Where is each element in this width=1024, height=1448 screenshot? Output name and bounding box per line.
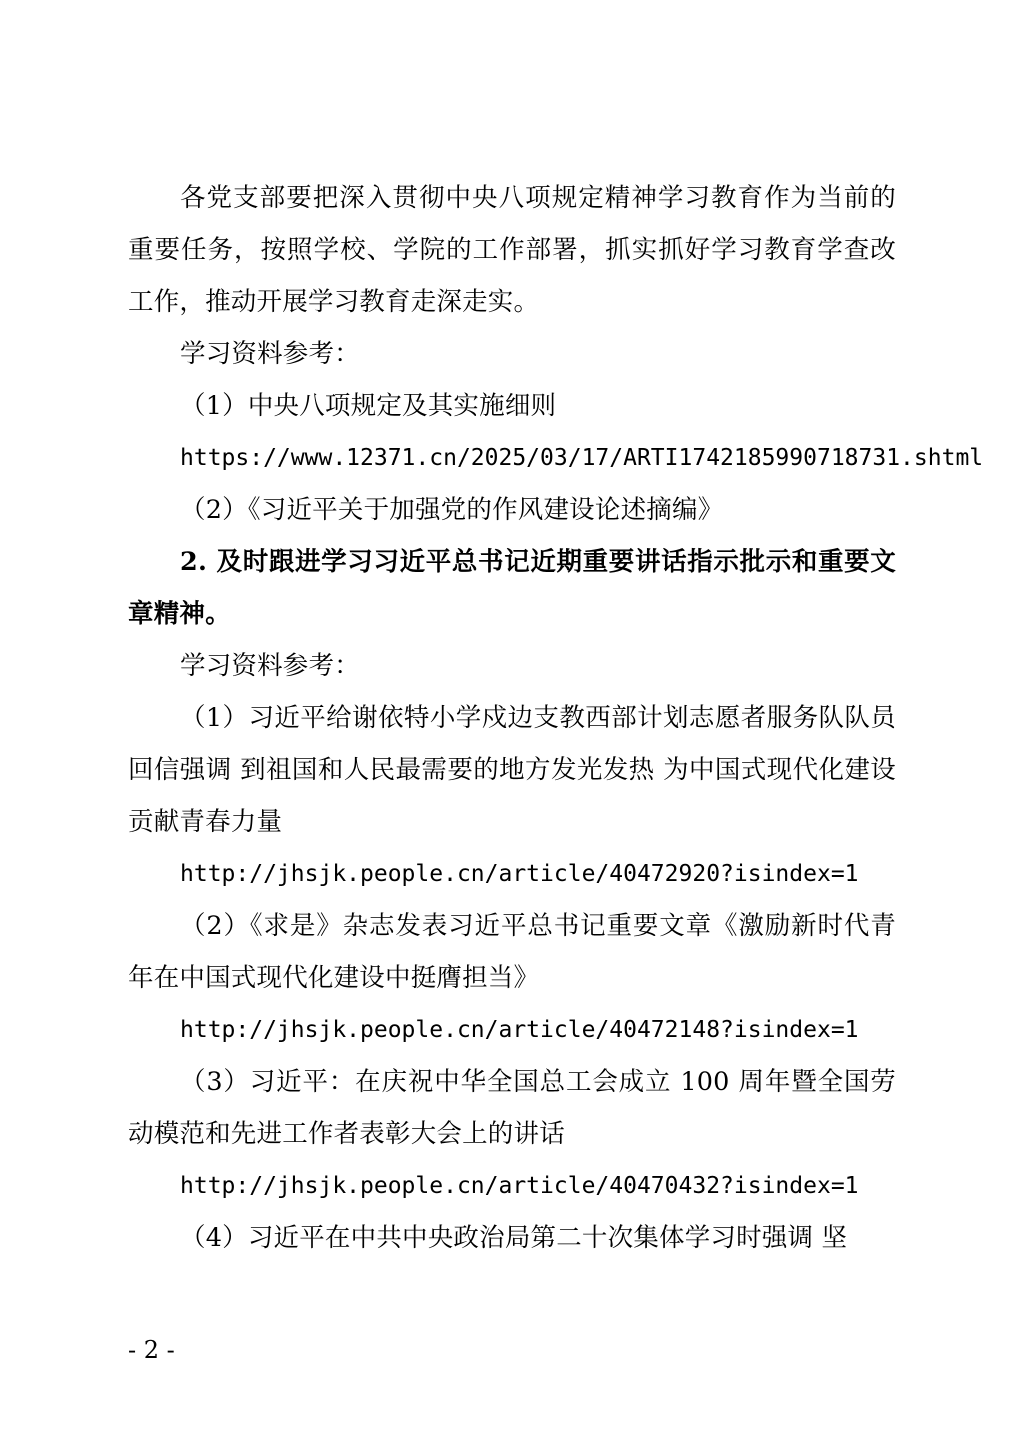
page-number: - 2 -	[128, 1336, 175, 1364]
paragraph-url-1: https://www.12371.cn/2025/03/17/ARTI1742185990718731.shtml	[180, 445, 984, 471]
paragraph-reference-item-2-4: （4）习近平在中共中央政治局第二十次集体学习时强调 坚	[180, 1223, 848, 1253]
paragraph-study-reference-label-2: 学习资料参考：	[180, 651, 360, 681]
paragraph-section-heading-2: 2. 及时跟进学习习近平总书记近期重要讲话指示批示和重要文章精神。	[128, 547, 896, 629]
paragraph-url-3: http://jhsjk.people.cn/article/40472148?isindex=1	[180, 1017, 859, 1043]
paragraph-reference-item-2-3: （3）习近平：在庆祝中华全国总工会成立 100 周年暨全国劳动模范和先进工作者表彰大会上的讲话	[128, 1067, 896, 1149]
paragraph-reference-item-2-1: （1）习近平给谢依特小学戍边支教西部计划志愿者服务队队员回信强调 到祖国和人民最需要的地方发光发热 为中国式现代化建设贡献青春力量	[128, 703, 896, 837]
paragraph-reference-item-1-2: （2）《习近平关于加强党的作风建设论述摘编》	[180, 495, 724, 525]
paragraph-study-reference-label-1: 学习资料参考：	[180, 339, 360, 369]
paragraph-url-2: http://jhsjk.people.cn/article/40472920?isindex=1	[180, 861, 859, 887]
document-body	[128, 172, 984, 1264]
paragraph-reference-item-2-2: （2）《求是》杂志发表习近平总书记重要文章《激励新时代青年在中国式现代化建设中挺膺担当》	[128, 911, 896, 993]
paragraph-url-4: http://jhsjk.people.cn/article/40470432?isindex=1	[180, 1173, 859, 1199]
paragraph-reference-item-1-1: （1）中央八项规定及其实施细则	[180, 391, 557, 421]
paragraph-intro: 各党支部要把深入贯彻中央八项规定精神学习教育作为当前的重要任务，按照学校、学院的工作部署，抓实抓好学习教育学查改工作，推动开展学习教育走深走实。	[128, 183, 896, 317]
